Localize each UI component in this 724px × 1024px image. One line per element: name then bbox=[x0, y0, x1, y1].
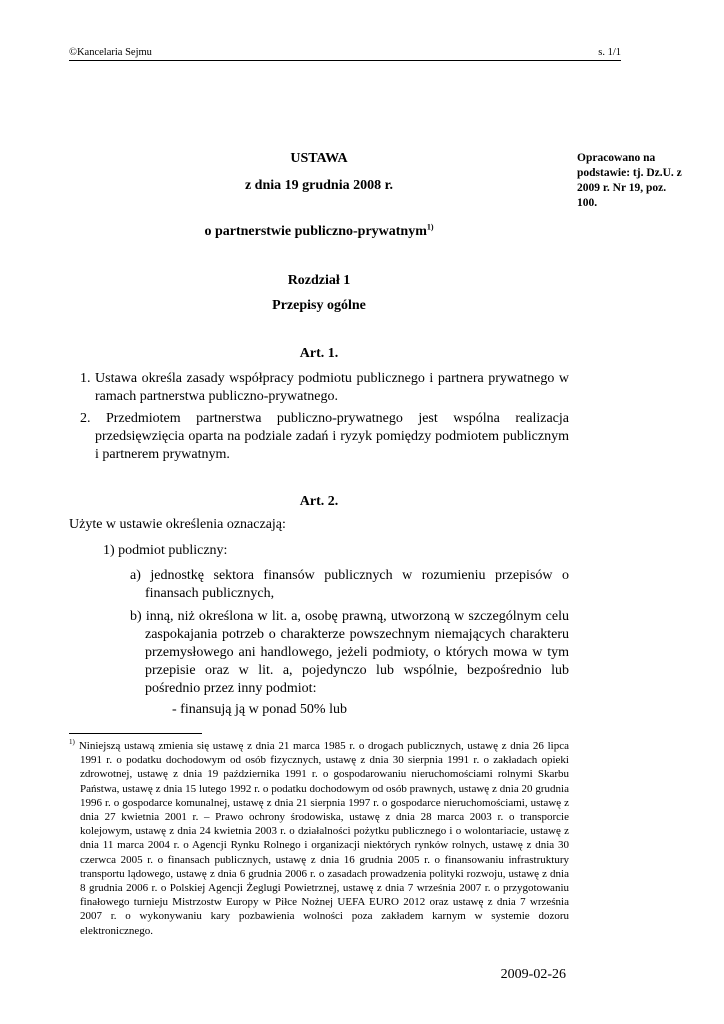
article-2-intro: Użyte w ustawie określenia oznaczają: bbox=[69, 517, 286, 532]
article-2-letter-b: b) inną, niż określona w lit. a, osobę prawną, utworzoną w szczególnym celu zaspokajania potrzeb o charakterze powszechnym niemających charakteru przemysłowego ani handlowego, jeżeli podmioty, o których mowa w tym przepisie oraz w lit. a, pojedynczo lub wspólnie, bezpośrednio lub pośrednio przez inny podmiot: bbox=[130, 609, 569, 696]
article-2-letter-a: a) jednostkę sektora finansów publicznych w rozumieniu przepisów o finansach publicznych, bbox=[130, 568, 569, 601]
footnote-separator bbox=[69, 733, 202, 734]
article-1-heading: Art. 1. bbox=[299, 346, 339, 361]
chapter-name: Przepisy ogólne bbox=[272, 298, 366, 313]
article-1-paragraph-1: 1. Ustawa określa zasady współpracy podmiotu publicznego i partnera prywatnego w ramach partnerstwa publiczno-prywatnego. bbox=[80, 371, 569, 404]
footnote-ref[interactable]: 1) bbox=[426, 222, 434, 232]
article-2-heading: Art. 2. bbox=[299, 494, 339, 509]
act-subject bbox=[69, 224, 569, 240]
footnote-text: Niniejszą ustawą zmienia się ustawę z dnia 21 marca 1985 r. o drogach publicznych, ustawę z dnia 26 lipca 1991 r. o podatku dochodowym od osób fizycznych, ustawę z dnia 30 sierpnia 1991 r. o zakładach opieki zdrowotnej, ustawę z dnia 19 października 1991 r. o gospodarowaniu nieruchomościami rolnymi Skarbu Państwa, ustawę z dnia 15 lutego 1992 r. o podatku dochodowym od osób prawnych, ustawę z dnia 20 grudnia 1996 r. o gospodarce komunalnej, ustawę z dnia 21 sierpnia 1997 r. o gospodarce nieruchomościami, ustawę z dnia 27 kwietnia 2001 r. – Prawo ochrony środowiska, ustawę z dnia 28 marca 2003 r. o transporcie kolejowym, ustawę z dnia 24 kwietnia 2003 r. o działalności pożytku publicznego i o wolontariacie, ustawę z dnia 11 marca 2004 r. o Agencji Rynku Rolnego i organizacji niektórych rynków rolnych, ustawę z dnia 30 czerwca 2005 r. o finansach publicznych, ustawę z dnia 16 grudnia 2005 r. o finansowaniu infrastruktury transportu lądowego, ustawę z dnia 6 grudnia 2006 r. o zasadach prowadzenia polityki rozwoju, ustawę z dnia 8 grudnia 2006 r. o Polskiej Agencji Żeglugi Powietrznej, ustawę z dnia 7 września 2007 r. o przygotowaniu finałowego turnieju Mistrzostw Europy w Piłce Nożnej UEFA EURO 2012 oraz ustawę z dnia 7 września 2007 r. o wykonywaniu kary pozbawienia wolności poza zakładem karnym w systemie dozoru elektronicznego. bbox=[78, 740, 569, 937]
act-subject-text: o partnerstwie publiczno-prywatnym bbox=[204, 224, 427, 239]
footnote-mark: 1) bbox=[69, 738, 75, 747]
article-2-dash-1: - finansują ją w ponad 50% lub bbox=[172, 702, 347, 717]
page-number: s. 1/1 bbox=[598, 47, 621, 58]
page-header bbox=[69, 46, 621, 61]
act-kind: USTAWA bbox=[290, 151, 348, 166]
publisher-label: ©Kancelaria Sejmu bbox=[69, 47, 152, 58]
act-date: z dnia 19 grudnia 2008 r. bbox=[244, 178, 394, 193]
footnote bbox=[69, 739, 569, 938]
footnote-body bbox=[69, 738, 569, 938]
article-2-point-1: 1) podmiot publiczny: bbox=[103, 543, 228, 558]
source-note: Opracowano na podstawie: tj. Dz.U. z 2009 r. Nr 19, poz. 100. bbox=[577, 152, 682, 209]
article-1-paragraph-2: 2. Przedmiotem partnerstwa publiczno-prywatnego jest wspólna realizacja przedsięwzięcia oparta na podziale zadań i ryzyk pomiędzy podmiotem publicznym i partnerem prywatnym. bbox=[80, 411, 569, 462]
footer-date: 2009-02-26 bbox=[500, 967, 566, 982]
chapter-number: Rozdział 1 bbox=[287, 273, 351, 288]
